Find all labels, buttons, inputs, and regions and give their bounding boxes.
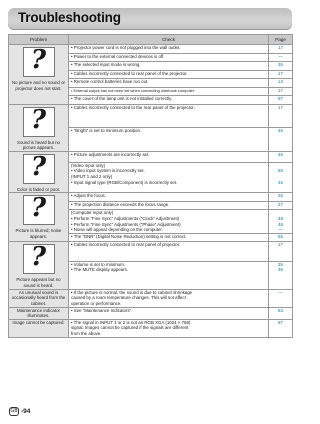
problem-text: Image cannot be captured. — [12, 319, 65, 325]
check-cell — [69, 53, 269, 62]
check-item: • Projector power cord is not plugged into the wall outlet. — [71, 45, 180, 50]
check-item: • See “Maintenance Indicators”. — [71, 308, 132, 313]
table-row — [9, 307, 293, 319]
page-cell — [269, 96, 293, 105]
page-ref: 65 — [278, 233, 283, 239]
check-line: signal. Images cannot be captured if the signals are different — [71, 325, 189, 331]
check-cell — [69, 104, 269, 128]
problem-text: Picture is blurred; noise appears. — [15, 228, 62, 239]
header-page: Page — [269, 35, 293, 45]
page-ref — [271, 331, 290, 337]
check-cell — [69, 151, 269, 162]
question-mark-icon: ? — [23, 47, 55, 77]
page-cell — [269, 79, 293, 88]
check-line: (INPUT 1 and 2 only) — [71, 174, 113, 180]
page-ref: 13 — [278, 79, 283, 84]
check-cell — [69, 242, 269, 261]
header-problem: Problem — [9, 35, 69, 45]
check-item: • External output has not been set when connecting notebook computer. — [71, 88, 195, 93]
page-ref: 67 — [278, 319, 283, 325]
page-cell — [269, 201, 293, 210]
region-badge: GB — [10, 408, 18, 414]
page-ref: 46 — [278, 151, 283, 157]
page-ref: — — [278, 289, 283, 295]
table-row — [9, 319, 293, 337]
check-line: from the above. — [71, 331, 102, 336]
page-cell — [269, 242, 293, 261]
page-cell — [269, 104, 293, 128]
problem-text: Maintenance indicator illuminates. — [17, 307, 60, 319]
title-bar — [8, 8, 292, 30]
troubleshooting-table — [8, 34, 293, 338]
table-row — [9, 193, 293, 202]
page-cell — [269, 233, 293, 242]
table-row — [9, 242, 293, 261]
check-line: • The MUTE display appears. — [71, 267, 129, 273]
page-ref: 87 — [278, 96, 283, 101]
question-mark-icon: ? — [23, 154, 55, 184]
problem-cell — [9, 307, 69, 319]
page-cell — [269, 151, 293, 162]
check-line: • The signal in INPUT 1 or 2 is not an RGB XGA (1024 × 768) — [71, 319, 191, 325]
check-item: • Cables incorrectly connected to the rear panel of the projector. — [71, 105, 195, 110]
page-ref: 17 — [278, 70, 283, 76]
page-ref: 35 — [278, 62, 283, 67]
page-ref: — — [278, 53, 283, 59]
check-item: • Picture adjustments are incorrectly set. — [71, 152, 149, 157]
check-cell — [69, 128, 269, 152]
check-item: • The cover of the lamp unit is not installed correctly. — [71, 96, 172, 101]
problem-cell — [9, 45, 69, 105]
check-cell — [69, 289, 269, 307]
check-cell — [69, 319, 269, 337]
page-cell — [269, 70, 293, 79]
check-line: (Computer input only) — [71, 210, 114, 216]
page-number: -94 — [21, 408, 31, 415]
check-line: • Perform “Fine Sync” Adjustments (“Clock” Adjustment) — [71, 216, 180, 221]
check-item: • The “DNR” (Digital Noise Reduction) setting is not correct. — [71, 234, 186, 239]
check-line: • Noise will appear depending on the computer. — [71, 227, 163, 233]
question-mark-icon: ? — [23, 107, 55, 137]
table-body — [9, 45, 293, 338]
header-check: Check — [69, 35, 269, 45]
check-cell — [69, 261, 269, 289]
check-cell — [69, 45, 269, 54]
table-row — [9, 289, 293, 307]
check-line: • Video input system is incorrectly set. — [71, 168, 145, 174]
page-ref: 17 — [278, 87, 283, 93]
check-cell — [69, 201, 269, 210]
page-footer — [9, 407, 30, 416]
check-cell — [69, 210, 269, 234]
check-item: • Cables incorrectly connected to rear panel of projector. — [71, 242, 180, 247]
page-ref: 35 — [278, 261, 283, 267]
question-mark-icon: ? — [23, 195, 55, 225]
page-ref: 17 — [278, 104, 283, 110]
problem-cell — [9, 319, 69, 337]
table-header-row — [9, 35, 293, 45]
page-ref: 17 — [278, 242, 283, 248]
check-item: • The selected input mode is wrong. — [71, 62, 141, 67]
page-cell — [269, 53, 293, 62]
check-line: • Perform “Fine Sync” Adjustments (“Phase” Adjustment) — [71, 221, 181, 227]
page-cell — [269, 62, 293, 71]
page-ref: 36 — [278, 267, 283, 273]
check-line: • Input signal type (RGB/Component) is incorrectly set. — [71, 179, 178, 185]
check-line: operation or performance. — [71, 300, 122, 306]
problem-text: Sound is heard but no picture appears. — [17, 139, 60, 151]
check-line: • If the picture is normal, the sound is due to cabinet shrinkage — [71, 289, 193, 295]
check-cell — [69, 162, 269, 193]
check-item: • The projection distance exceeds the focus range. — [71, 202, 169, 207]
page-cell — [269, 210, 293, 234]
page-cell — [269, 319, 293, 337]
problem-cell — [9, 151, 69, 193]
page-cell — [269, 45, 293, 54]
page-cell — [269, 261, 293, 289]
table-row — [9, 104, 293, 128]
problem-text: Picture appears but no sound is heard. — [16, 277, 61, 288]
page-cell — [269, 128, 293, 152]
page-ref: 83 — [278, 307, 283, 313]
check-cell — [69, 79, 269, 88]
check-line: • Volume is set to minimum. — [71, 261, 125, 267]
check-item: • Power to the external connected devices is off. — [71, 54, 164, 59]
page-cell — [269, 162, 293, 193]
problem-cell — [9, 289, 69, 307]
problem-text: Color is faded or poor. — [16, 186, 61, 192]
check-cell — [69, 87, 269, 96]
page-ref: 46 — [278, 179, 283, 185]
problem-text: No picture and no sound or projector does not start. — [12, 80, 65, 91]
page-ref: 48 — [278, 221, 283, 227]
problem-cell — [9, 242, 69, 289]
page-ref: 46 — [278, 128, 283, 134]
problem-cell — [9, 104, 69, 151]
check-line: (Video input only) — [71, 162, 106, 168]
check-cell — [69, 233, 269, 242]
question-mark-icon: ? — [23, 244, 55, 274]
table-row — [9, 45, 293, 54]
page-ref: 48 — [278, 216, 283, 221]
check-item: • Cables incorrectly connected to rear panel of the projector. — [71, 71, 188, 76]
check-item: • Adjust the focus. — [71, 193, 106, 198]
problem-cell — [9, 193, 69, 242]
check-cell — [69, 70, 269, 79]
table-row — [9, 151, 293, 162]
page-ref: 27 — [278, 201, 283, 207]
page-title: Troubleshooting — [18, 10, 121, 25]
check-line: caused by a room temperature changes. This will not affect — [71, 295, 186, 301]
page-cell — [269, 307, 293, 319]
page-ref: — — [278, 227, 283, 233]
page-ref: 65 — [278, 168, 283, 174]
check-item: • “Bright” is set to minimum position. — [71, 128, 141, 133]
page-cell — [269, 289, 293, 307]
check-cell — [69, 96, 269, 105]
check-cell — [69, 193, 269, 202]
check-item: • Remote control batteries have run out. — [71, 79, 148, 84]
page-cell — [269, 87, 293, 96]
check-cell — [69, 62, 269, 71]
problem-text: An unusual sound is occasionally heard from the cabinet. — [11, 289, 66, 306]
page-cell — [269, 193, 293, 202]
page-ref — [271, 301, 290, 307]
check-cell — [69, 307, 269, 319]
page-ref: 17 — [278, 45, 283, 50]
page-ref: 26 — [278, 193, 283, 199]
